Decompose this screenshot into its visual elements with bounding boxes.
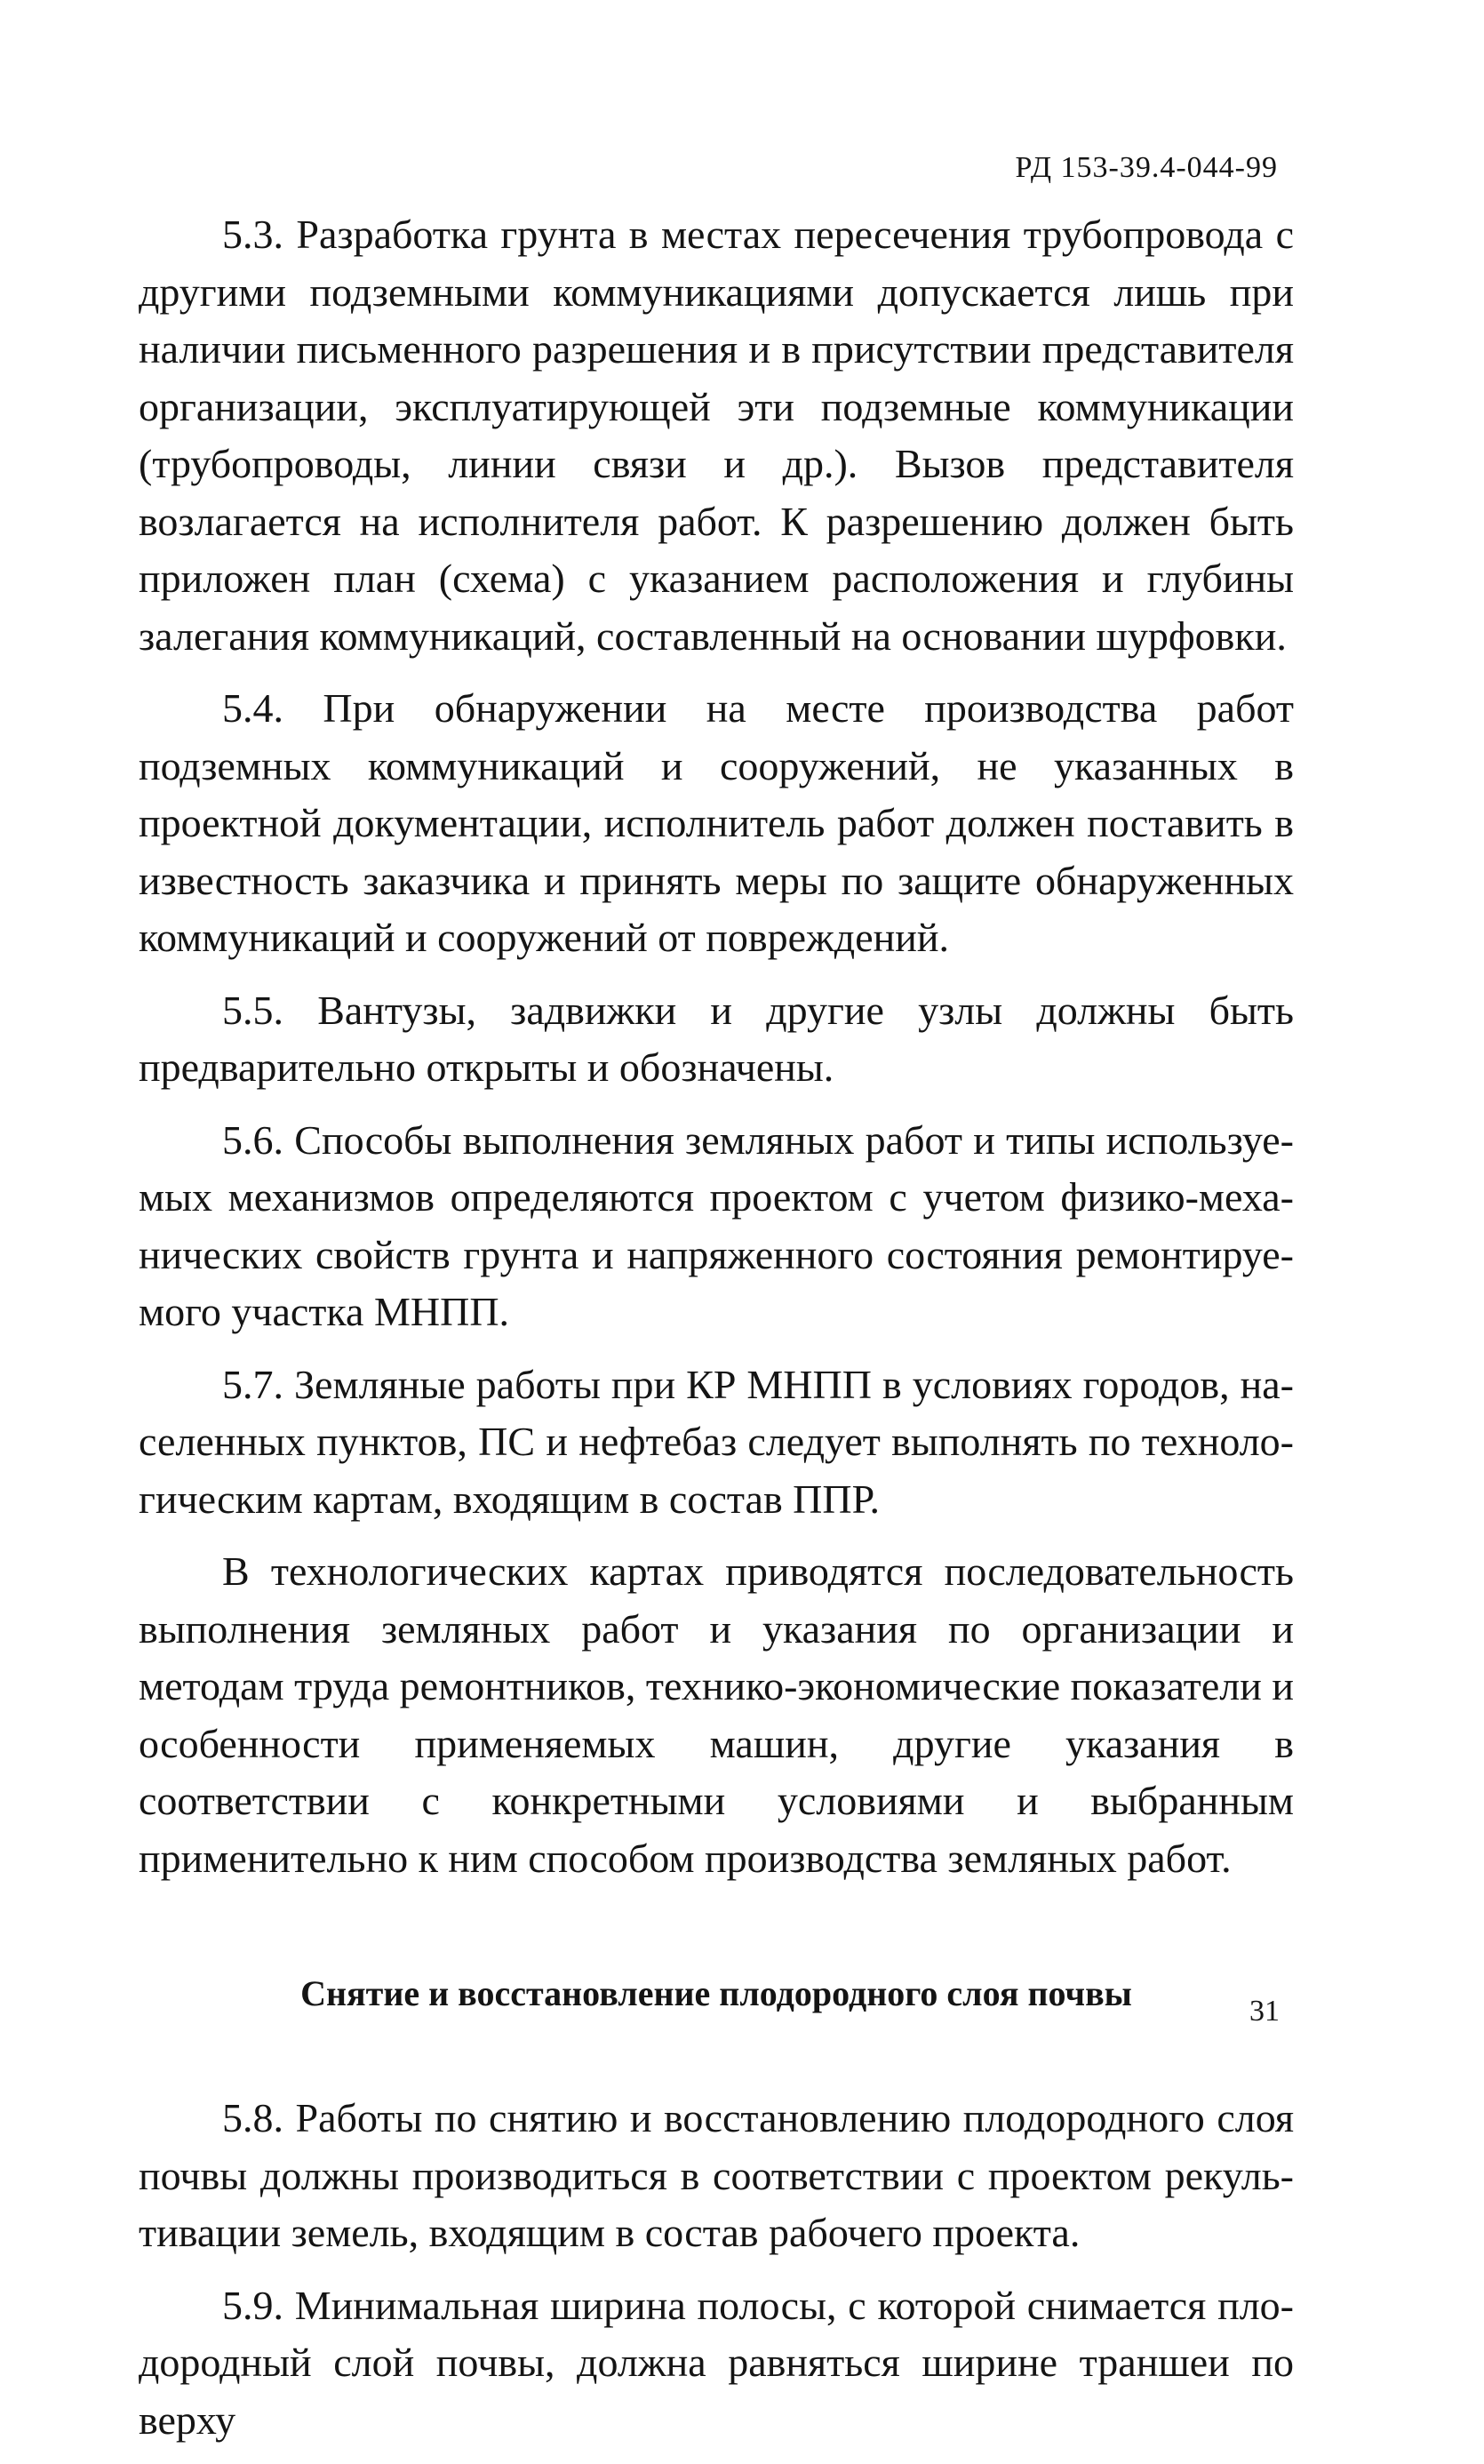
paragraph-5-6: 5.6. Способы выполнения земляных работ и типы используемых механизмов определяются проектом с учетом физико-механических свойств грунта и напряженного состояния ремонтируемого участка МНПП. <box>139 1116 1294 1334</box>
paragraph-5-4: 5.4. При обнаружении на месте производства работ подземных коммуникаций и сооружений, не указанных в проектной документации, исполнитель работ должен поставить в известность заказчика и принять меры по защите обнаруженных коммуникаций и сооружений от повреждений. <box>139 685 1294 960</box>
section-title: Снятие и восстановление плодородного слоя почвы <box>300 1973 1132 2013</box>
document-code: РД 153-39.4-044-99 <box>1015 151 1278 184</box>
paragraph-tech-maps: В технологических картах приводятся последовательность выполнения земляных работ и указания по организации и методам труда ремонтников, технико-экономические показатели и особенности применяемых машин, другие указания в соответствии с конкретными условиями и выбранным применительно к ним способом производства земляных работ. <box>139 1548 1294 1881</box>
paragraph-5-9: 5.9. Минимальная ширина полосы, с которой снимается плодородный слой почвы, должна равняться ширине траншеи по верху <box>139 2282 1294 2443</box>
page-body <box>139 206 1294 2464</box>
paragraph-5-5: 5.5. Вантузы, задвижки и другие узлы должны быть предварительно открыты и обозначены. <box>139 987 1294 1090</box>
paragraph-5-8: 5.8. Работы по снятию и восстановлению плодородного слоя почвы должны производиться в соответствии с проектом рекультивации земель, входящим в состав рабочего проекта. <box>139 2095 1294 2255</box>
page-number: 31 <box>1249 1995 1280 2028</box>
paragraph-5-7: 5.7. Земляные работы при КР МНПП в условиях городов, населенных пунктов, ПС и нефтебаз следует выполнять по технологическим картам, входящим в состав ППР. <box>139 1361 1294 1522</box>
paragraph-5-3: 5.3. Разработка грунта в местах пересечения трубопровода с другими подземными коммуникациями допускается лишь при наличии письменного разрешения и в присутствии представителя организации, эксплуатирующей эти подземные коммуникации (трубопроводы, линии связи и др.). Вызов представителя возлагается на исполнителя работ. К разрешению должен быть приложен план (схема) с указанием расположения и глубины залегания коммуникаций, составленный на основании шурфовки. <box>139 212 1294 659</box>
